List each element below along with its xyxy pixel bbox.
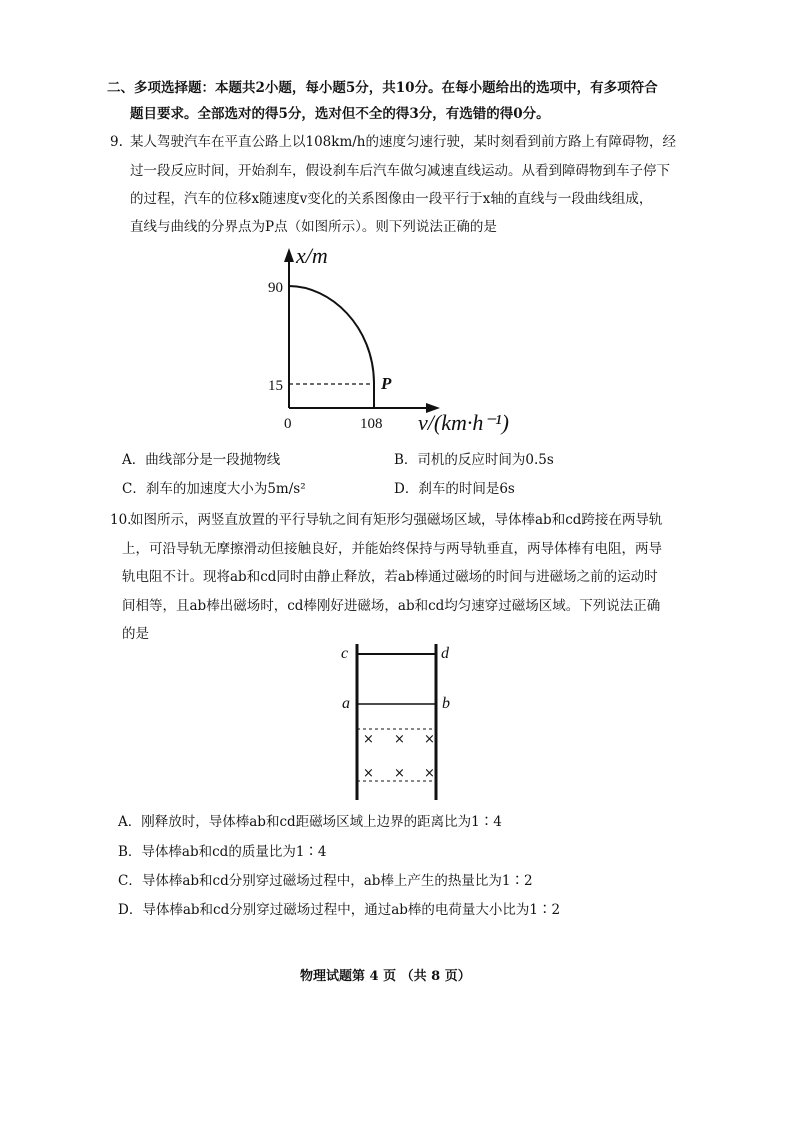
q10-field-cross: × <box>394 766 405 781</box>
q9-text-line4: 直线与曲线的分界点为P点（如图所示）。则下列说法正确的是 <box>130 219 497 235</box>
q10-field-cross: × <box>424 732 435 747</box>
q9-point-label: P <box>381 374 392 393</box>
q10-text-line5: 的是 <box>122 626 149 642</box>
q10-option-a: A．刚释放时，导体棒ab和cd距磁场区域上边界的距离比为1∶4 <box>118 814 502 830</box>
q10-field-cross: × <box>394 732 405 747</box>
q9-option-c: C．刹车的加速度大小为5m/s² <box>122 481 306 497</box>
q10-text-line3: 轨电阻不计。现将ab和cd同时由静止释放，若ab棒通过磁场的时间与进磁场之前的运动时 <box>122 569 658 585</box>
q10-label-c: c <box>341 645 349 662</box>
q9-origin-label: 0 <box>284 416 292 432</box>
q10-option-c: C．导体棒ab和cd分别穿过磁场过程中，ab棒上产生的热量比为1∶2 <box>118 873 533 889</box>
q9-y-axis-label: x/m <box>296 243 328 268</box>
section-header-line1: 二、多项选择题：本题共2小题，每小题5分，共10分。在每小题给出的选项中，有多项符合 <box>107 80 658 96</box>
q10-text-line4: 间相等，且ab棒出磁场时，cd棒刚好进磁场，ab和cd均匀速穿过磁场区域。下列说法正确 <box>122 598 661 614</box>
q9-x-axis-label: v/(km·h⁻¹) <box>418 410 509 435</box>
q9-option-d: D．刹车的时间是6s <box>394 481 515 497</box>
q10-field-cross: × <box>363 766 374 781</box>
section-header-line2: 题目要求。全部选对的得5分，选对但不全的得3分，有选错的得0分。 <box>130 106 550 122</box>
q10-label-d: d <box>441 645 449 662</box>
q10-label-a: a <box>342 695 350 712</box>
q10-option-b: B．导体棒ab和cd的质量比为1∶4 <box>118 844 327 860</box>
q9-number: 9. <box>110 134 123 150</box>
q9-text-line2: 过一段反应时间，开始刹车，假设刹车后汽车做匀减速直线运动。从看到障碍物到车子停下 <box>130 163 670 179</box>
q9-x-tick-108: 108 <box>360 416 383 432</box>
q10-option-d: D．导体棒ab和cd分别穿过磁场过程中，通过ab棒的电荷量大小比为1∶2 <box>118 902 561 918</box>
q9-option-b: B．司机的反应时间为0.5s <box>394 452 554 468</box>
q10-text-line1: 如图所示，两竖直放置的平行导轨之间有矩形匀强磁场区域，导体棒ab和cd跨接在两导轨 <box>130 512 663 528</box>
q9-option-a: A．曲线部分是一段抛物线 <box>122 452 281 468</box>
q10-field-cross: × <box>424 766 435 781</box>
q10-text-line2: 上，可沿导轨无摩擦滑动但接触良好，并能始终保持与两导轨垂直，两导体棒有电阻，两导 <box>122 541 662 557</box>
q9-text-line3: 的过程，汽车的位移x随速度v变化的关系图像由一段平行于x轴的直线与一段曲线组成， <box>130 191 653 207</box>
q10-number: 10. <box>110 512 132 528</box>
q9-text-line1: 某人驾驶汽车在平直公路上以108km/h的速度匀速行驶，某时刻看到前方路上有障碍物，经 <box>130 134 676 150</box>
page-footer: 物理试题第 4 页 （共 8 页） <box>300 969 471 984</box>
q9-y-tick-90: 90 <box>268 280 283 296</box>
q9-y-tick-15: 15 <box>268 378 283 394</box>
q10-field-cross: × <box>363 732 374 747</box>
q10-label-b: b <box>442 695 450 712</box>
